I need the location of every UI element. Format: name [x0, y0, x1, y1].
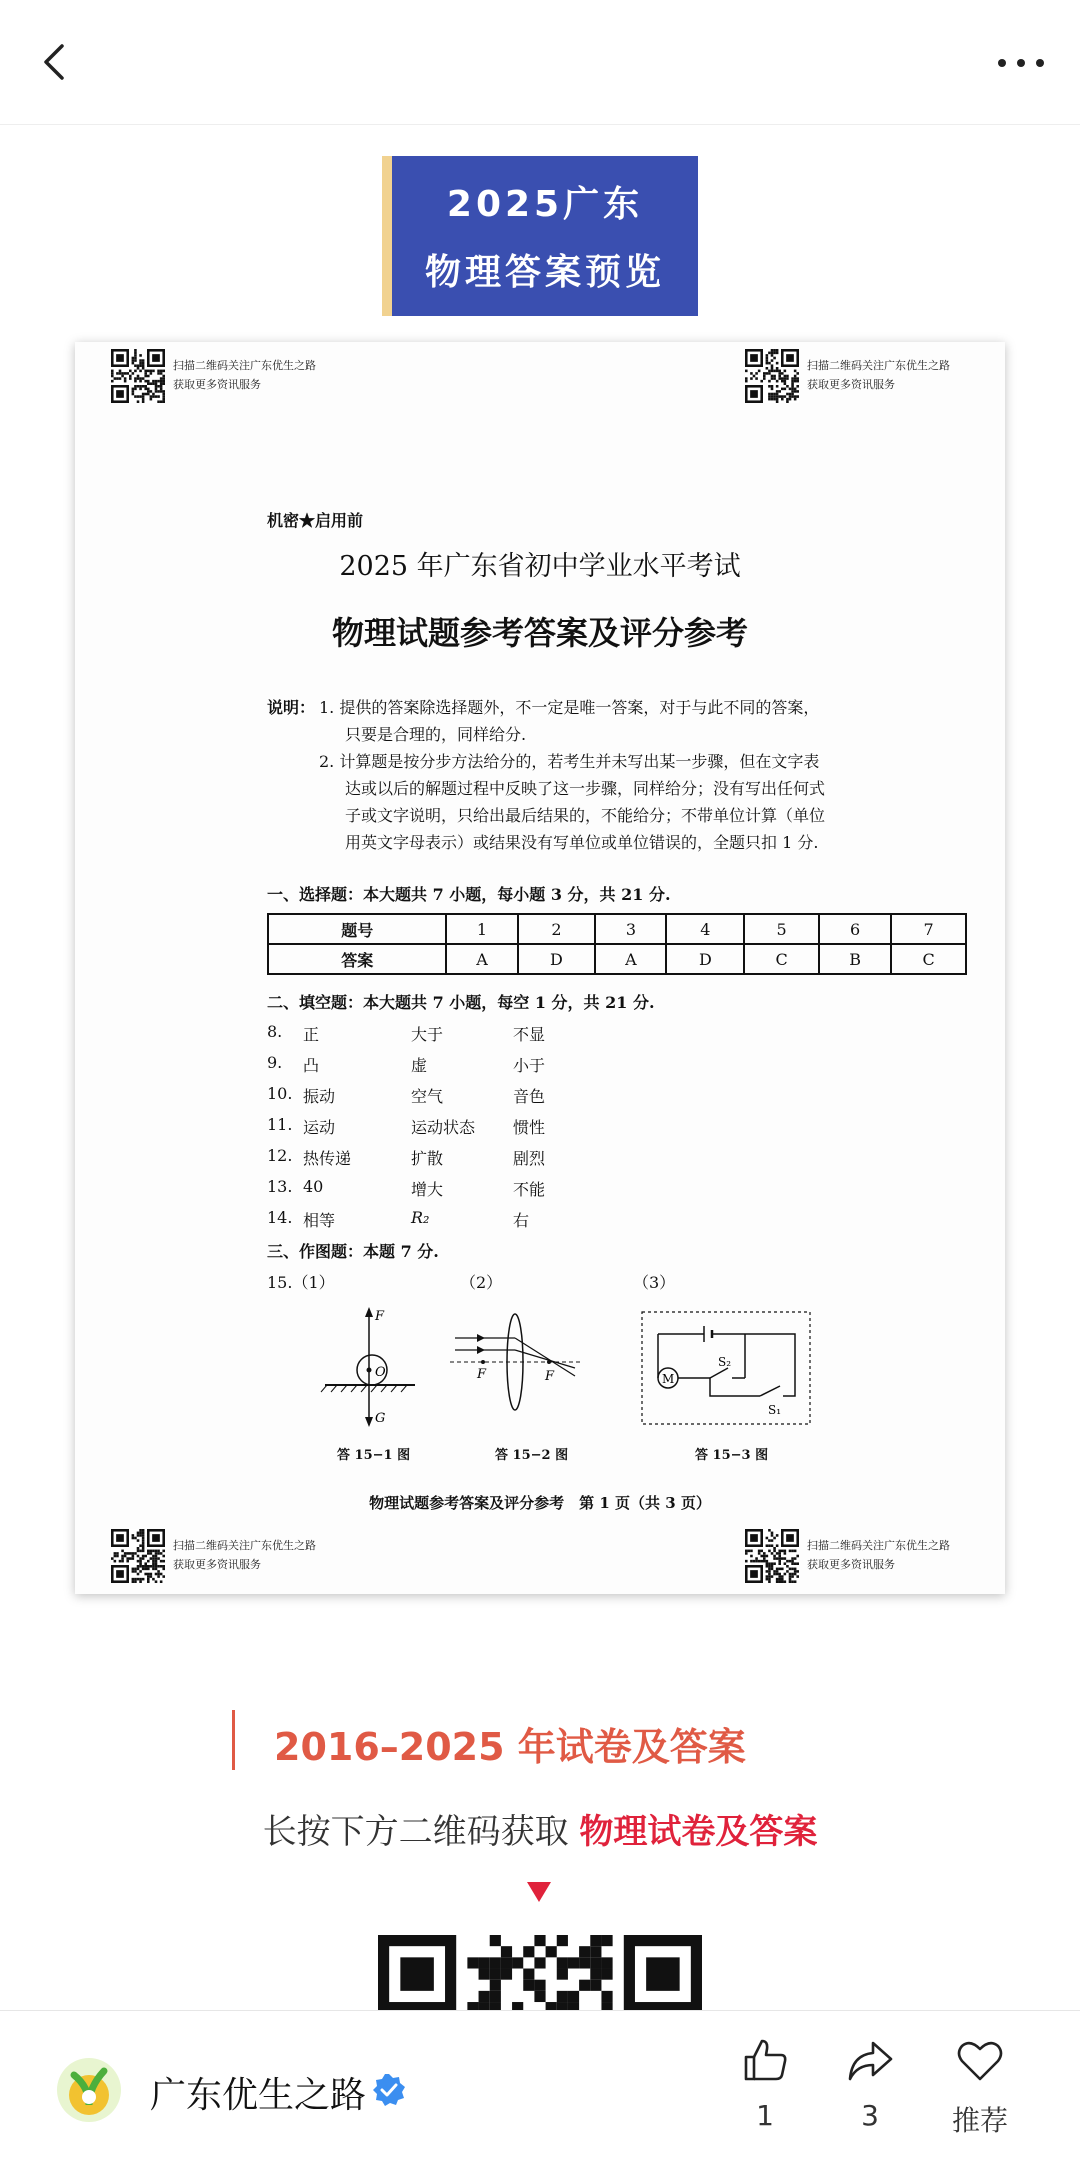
chevron-left-icon[interactable]	[36, 42, 76, 82]
verified-badge-icon	[372, 2073, 406, 2107]
confidential-label: 机密★启用前	[267, 511, 364, 530]
table-cell: 1	[446, 914, 517, 944]
watermark-top-left: 扫描二维码关注广东优生之路 获取更多资讯服务	[173, 359, 316, 391]
svg-text:M: M	[662, 1372, 675, 1386]
force-diagram-figure	[315, 1302, 445, 1432]
choice-answer-table	[267, 913, 967, 975]
table-row	[268, 914, 966, 944]
table-row	[268, 944, 966, 974]
banner-accent-bar	[382, 156, 392, 316]
author-name[interactable]: 广东优生之路	[150, 2075, 367, 2116]
note-line: 1. 提供的答案除选择题外，不一定是唯一答案，对于与此不同的答案，	[319, 698, 820, 717]
table-cell: 3	[595, 914, 666, 944]
circuit-figure	[640, 1310, 815, 1430]
watermark-qr-code	[745, 1529, 799, 1583]
svg-text:G: G	[375, 1411, 386, 1426]
thumbs-up-icon	[740, 2035, 790, 2085]
table-cell: 7	[891, 914, 966, 944]
notes-label: 说明：	[267, 698, 316, 717]
q15-label: 15.（1）	[267, 1273, 335, 1292]
note-line: 用英文字母表示）或结果没有写单位或单位错误的，全题只扣 1 分.	[345, 833, 819, 852]
note-line: 子或文字说明，只给出最后结果的，不能给分；不带单位计算（单位	[345, 806, 826, 825]
exam-title: 2025 年广东省初中学业水平考试	[339, 551, 741, 582]
table-cell: D	[518, 944, 596, 974]
svg-text:F: F	[375, 1309, 385, 1324]
figure-caption: 答 15−2 图	[495, 1448, 569, 1463]
watermark-top-right: 扫描二维码关注广东优生之路 获取更多资讯服务	[807, 359, 950, 391]
figure-caption: 答 15−3 图	[695, 1448, 769, 1463]
table-cell: D	[666, 944, 744, 974]
like-count: 1	[756, 2099, 774, 2132]
table-cell: C	[744, 944, 819, 974]
svg-text:S₂: S₂	[718, 1355, 732, 1369]
table-cell: 2	[518, 914, 596, 944]
watermark-bottom-right: 扫描二维码关注广东优生之路 获取更多资讯服务	[807, 1539, 950, 1571]
answer-sheet-image[interactable]: 扫描二维码关注广东优生之路 获取更多资讯服务 扫描二维码关注广东优生之路 获取更多资讯服务 扫描二维码关注广东优生之路 获取更多资讯服务 扫描二维码关注广东优生之路 获取更多资讯服务 机密★启用前 2025 年广东省初中学业水平考试 物理试题参考答案及评分参考 说明： 1. 提供的答案除选择题外，不一定是唯一答案，对于与此不同的答案， 只要是合理的，同样给分. 2. 计算题是按分步方法给分的，若考生并未写出某一步骤，但在文字表 达或以后的解题过程中反映了这一步骤，同样给分；没有写出任何式 子或文字说明，只给出最后结果的，不能给分；不带单位计算（单位 用英文字母表示）或结果没有写单位或单位错误的，全题只扣 1 分. 一、选择题：本大题共 7 小题，每小题 3 分，共 21 分. 题号 1 2 3 4 5 6 7 答案 A D A D C B C 二、填空题：本大题共 7 小题，每空 1 分，共 21 分. 8. 正 大于 不显 9. 凸 虚 小于 10. 振动 空气 音色 11. 运动 运动状态 惯性 12. 热传递 扩散 剧烈 13. 40 增大 不能 14. 相等 R₂ 右 三、作图题：本题 7 分. 15.（1） （2） （3） F O G F F M S₂ S₁ 答 15−1 图 答 15−2 图 答 15−3 图 物理试题参考答案及评分参考 第 1 页（共 3 页）	[75, 342, 1005, 1594]
convex-lens-figure	[445, 1312, 585, 1422]
svg-text:S₁: S₁	[768, 1403, 782, 1417]
note-line: 只要是合理的，同样给分.	[345, 725, 527, 744]
table-cell: A	[595, 944, 666, 974]
svg-text:F: F	[545, 1369, 555, 1384]
section-fill-heading: 二、填空题：本大题共 7 小题，每空 1 分，共 21 分.	[267, 993, 655, 1012]
recommend-button[interactable]	[930, 2035, 1030, 2139]
table-cell: 6	[819, 914, 891, 944]
page-footer: 物理试题参考答案及评分参考 第 1 页（共 3 页）	[369, 1494, 711, 1512]
svg-text:F: F	[477, 1367, 487, 1382]
watermark-bottom-left: 扫描二维码关注广东优生之路 获取更多资讯服务	[173, 1539, 316, 1571]
share-button[interactable]	[820, 2035, 920, 2132]
note-line: 2. 计算题是按分步方法给分的，若考生并未写出某一步骤，但在文字表	[319, 752, 820, 771]
share-icon	[845, 2035, 895, 2085]
table-header-cell: 题号	[268, 914, 446, 944]
table-header-cell: 答案	[268, 944, 446, 974]
heart-icon	[955, 2035, 1005, 2085]
section-drawing-heading: 三、作图题：本题 7 分.	[267, 1242, 439, 1261]
note-line: 达或以后的解题过程中反映了这一步骤，同样给分；没有写出任何式	[345, 779, 826, 798]
bottom-action-bar	[0, 2010, 1080, 2171]
watermark-qr-code	[111, 1529, 165, 1583]
table-cell: 5	[744, 914, 819, 944]
section-title	[232, 1710, 932, 1770]
table-cell: C	[891, 944, 966, 974]
banner-line-1: 2025广东	[446, 184, 644, 225]
section-title-bar	[232, 1710, 235, 1770]
answer-title: 物理试题参考答案及评分参考	[331, 614, 748, 652]
figure-caption: 答 15−1 图	[337, 1448, 411, 1463]
qr-code-image[interactable]	[378, 1935, 702, 2013]
recommend-label: 推荐	[951, 2104, 1008, 2137]
table-cell: A	[446, 944, 517, 974]
section-title-text: 2016–2025 年试卷及答案	[274, 1725, 746, 1769]
qr-code-icon	[378, 1935, 702, 2013]
svg-text:O: O	[375, 1365, 386, 1380]
banner-line-2: 物理答案预览	[424, 252, 665, 293]
like-button[interactable]	[715, 2035, 815, 2132]
table-cell: 4	[666, 914, 744, 944]
author-avatar[interactable]	[56, 2057, 122, 2123]
more-horizontal-icon[interactable]	[996, 56, 1046, 70]
q15-3-label: （3）	[633, 1273, 676, 1292]
watermark-qr-code	[745, 349, 799, 403]
q15-2-label: （2）	[460, 1273, 503, 1292]
share-count: 3	[861, 2099, 879, 2132]
qr-instruction: 长按下方二维码获取 物理试卷及答案	[262, 1812, 818, 1852]
top-nav-bar	[0, 0, 1080, 125]
table-cell: B	[819, 944, 891, 974]
watermark-qr-code	[111, 349, 165, 403]
down-arrow-icon	[527, 1882, 551, 1902]
section-choice-heading: 一、选择题：本大题共 7 小题，每小题 3 分，共 21 分.	[267, 885, 671, 904]
